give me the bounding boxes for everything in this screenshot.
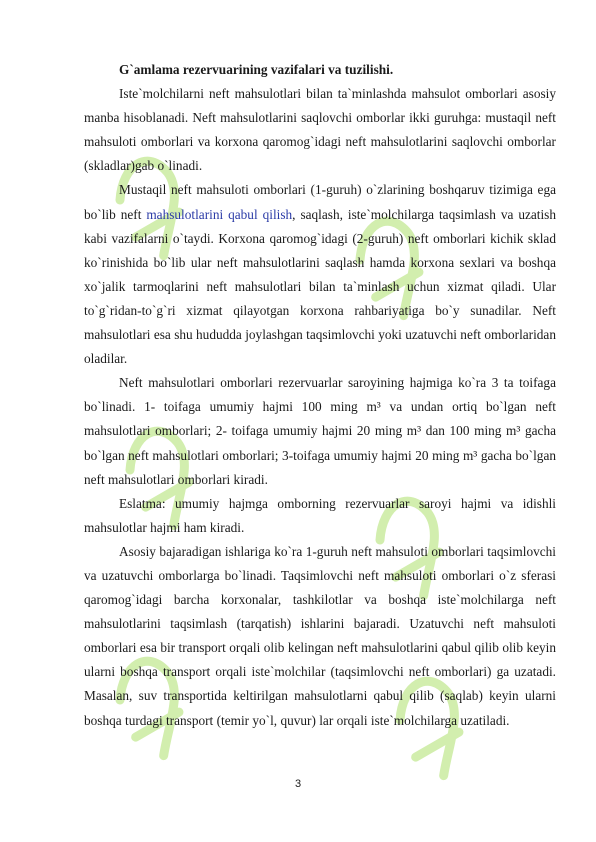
paragraph-5: Asosiy bajaradigan ishlariga ko`ra 1-guruh neft mahsuloti omborlari taqsimlovchi va uzatuvchi omborlarga bo`linadi. Taqsimlovchi neft mahsuloti omborlari o`z sferasi qaromog`idagi barcha korxonalar, tashkilotlar va boshqa iste`molchilarga neft mahsulotlarini taqsimlash (tarqatish) ishlarini bajaradi. Uzatuvchi neft mahsuloti omborlari esa bir transport orqali olib kelingan neft mahsulotlarini qabul qilib olib keyin ularni boshqa transport orqali iste`molchilar (taqsimlovchi neft omborlari) ga uzatadi. Masalan, suv transportida keltirilgan mahsulotlarni qabul qilib (saqlab) keyin ularni boshqa turdagi transport (temir yo`l, quvur) lar orqali iste`molchilarga uzatiladi. [84, 543, 556, 728]
paragraph-3: Neft mahsulotlari omborlari rezervuarlar saroyining hajmiga ko`ra 3 ta toifaga bo`linadi. 1- toifaga umumiy hajmi 100 ming m³ va undan ortiq bo`lgan neft mahsulotlari omborlari; 2- toifaga umumiy hajmi 20 ming m³ dan 100 ming m³ gacha bo`lgan neft mahsulotlari omborlari; 3-toifaga umumiy hajmi 20 ming m³ gacha bo`lgan neft mahsulotlari omborlari kiradi. [84, 375, 556, 487]
paragraph-1: Iste`molchilarni neft mahsulotlari bilan ta`minlashda mahsulot omborlari asosiy manba hisoblanadi. Neft mahsulotlarini saqlovchi omborlar ikki guruhga: mustaqil neft mahsuloti omborlari va korxona qaromog`idagi neft mahsulotlarini saqlovchi omborlar (skladlar)gab o`linadi. [84, 86, 556, 174]
paragraph-2-text-a: Mustaqil neft mahsuloti omborlari (1-guruh) o`zlarining boshqaruv tizimiga ega bo`lib neft [84, 182, 556, 222]
paragraph-2 [84, 178, 556, 371]
document-page [84, 58, 556, 733]
paragraph-2-text-b: , saqlash, iste`molchilarga taqsimlash va uzatish kabi vazifalarni o`taydi. Korxona qaromog`idagi (2-guruh) neft omborlari kichik sklad ko`rinishida bo`lib ular neft mahsulotlarini saqlash hamda korxona sexlari va boshqa xo`jalik tarmoqlarini neft mahsulotlari bilan ta`minlash uchun xizmat qiladi. Ular to`g`ridan-to`g`ri xizmat qilayotgan korxona rahbariyatiga bo`y sunadilar. Neft mahsulotlari esa shu hududda joylashgan taqsimlovchi yoki uzatuvchi neft omborlaridan oladilar. [84, 206, 556, 367]
paragraph-4-note: Eslatma: umumiy hajmga omborning rezervuarlar saroyi hajmi va idishli mahsulotlar hajmi ham kiradi. [84, 495, 556, 535]
inline-link-mahsulotlarini-qabul-qilish[interactable]: mahsulotlarini qabul qilish [146, 206, 293, 222]
page-number: 3 [294, 778, 302, 790]
section-title: G`amlama rezervuarining vazifalari va tuzilishi. [119, 62, 394, 77]
